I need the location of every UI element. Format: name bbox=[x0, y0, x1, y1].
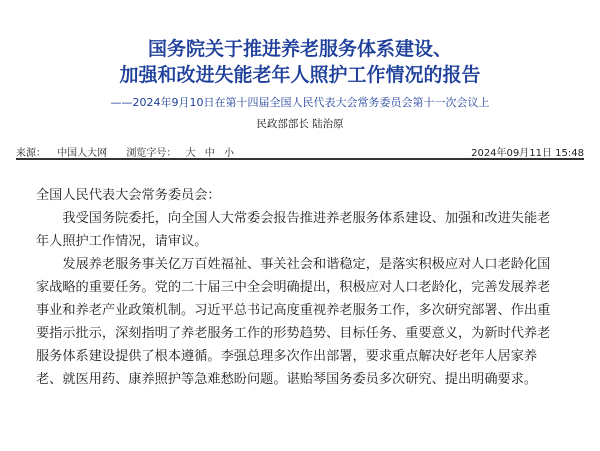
article-subtitle: ——2024年9月10日在第十四届全国人民代表大会常务委员会第十一次会议上 bbox=[110, 96, 490, 109]
font-size-large-button[interactable]: 大 bbox=[185, 148, 196, 159]
title-line-2: 加强和改进失能老年人照护工作情况的报告 bbox=[119, 64, 481, 86]
title-line-1: 国务院关于推进养老服务体系建设、 bbox=[147, 38, 452, 60]
article-author: 民政部部长 陆治原 bbox=[256, 118, 344, 130]
paragraph-1: 我受国务院委托，向全国人大常委会报告推进养老服务体系建设、加强和改进失能老年人照护工作情况，请审议。 bbox=[36, 211, 551, 249]
publish-datetime: 2024年09月11日 15:48 bbox=[471, 148, 584, 159]
paragraph-2: 发展养老服务事关亿万百姓福祉、事关社会和谐稳定，是落实积极应对人口老龄化国家战略的重要任务。党的二十届三中全会明确提出，积极应对人口老龄化，完善发展养老事业和养老产业政策机制。习近平总书记高度重视养老服务工作，多次研究部署、作出重要指示批示，深刻指明了养老服务工作的形势趋势、目标任务、重要意义，为新时代养老服务体系建设提供了根本遵循。李强总理多次作出部署，要求重点解决好老年人居家养老、就医用药、康养照护等急难愁盼问题。谌贻琴国务委员多次研究、提出明确要求。 bbox=[36, 257, 551, 387]
article-title bbox=[0, 0, 600, 88]
source-label: 来源： bbox=[16, 148, 46, 159]
salutation: 全国人民代表大会常务委员会： bbox=[36, 188, 221, 203]
header-divider bbox=[16, 158, 584, 160]
font-size-label: 浏览字号： bbox=[126, 148, 177, 159]
article-body bbox=[36, 184, 560, 391]
meta-left bbox=[16, 144, 240, 159]
meta-bar bbox=[16, 142, 584, 158]
source-value: 中国人大网 bbox=[57, 148, 108, 159]
font-size-small-button[interactable]: 小 bbox=[223, 148, 234, 159]
font-size-medium-button[interactable]: 中 bbox=[204, 148, 215, 159]
